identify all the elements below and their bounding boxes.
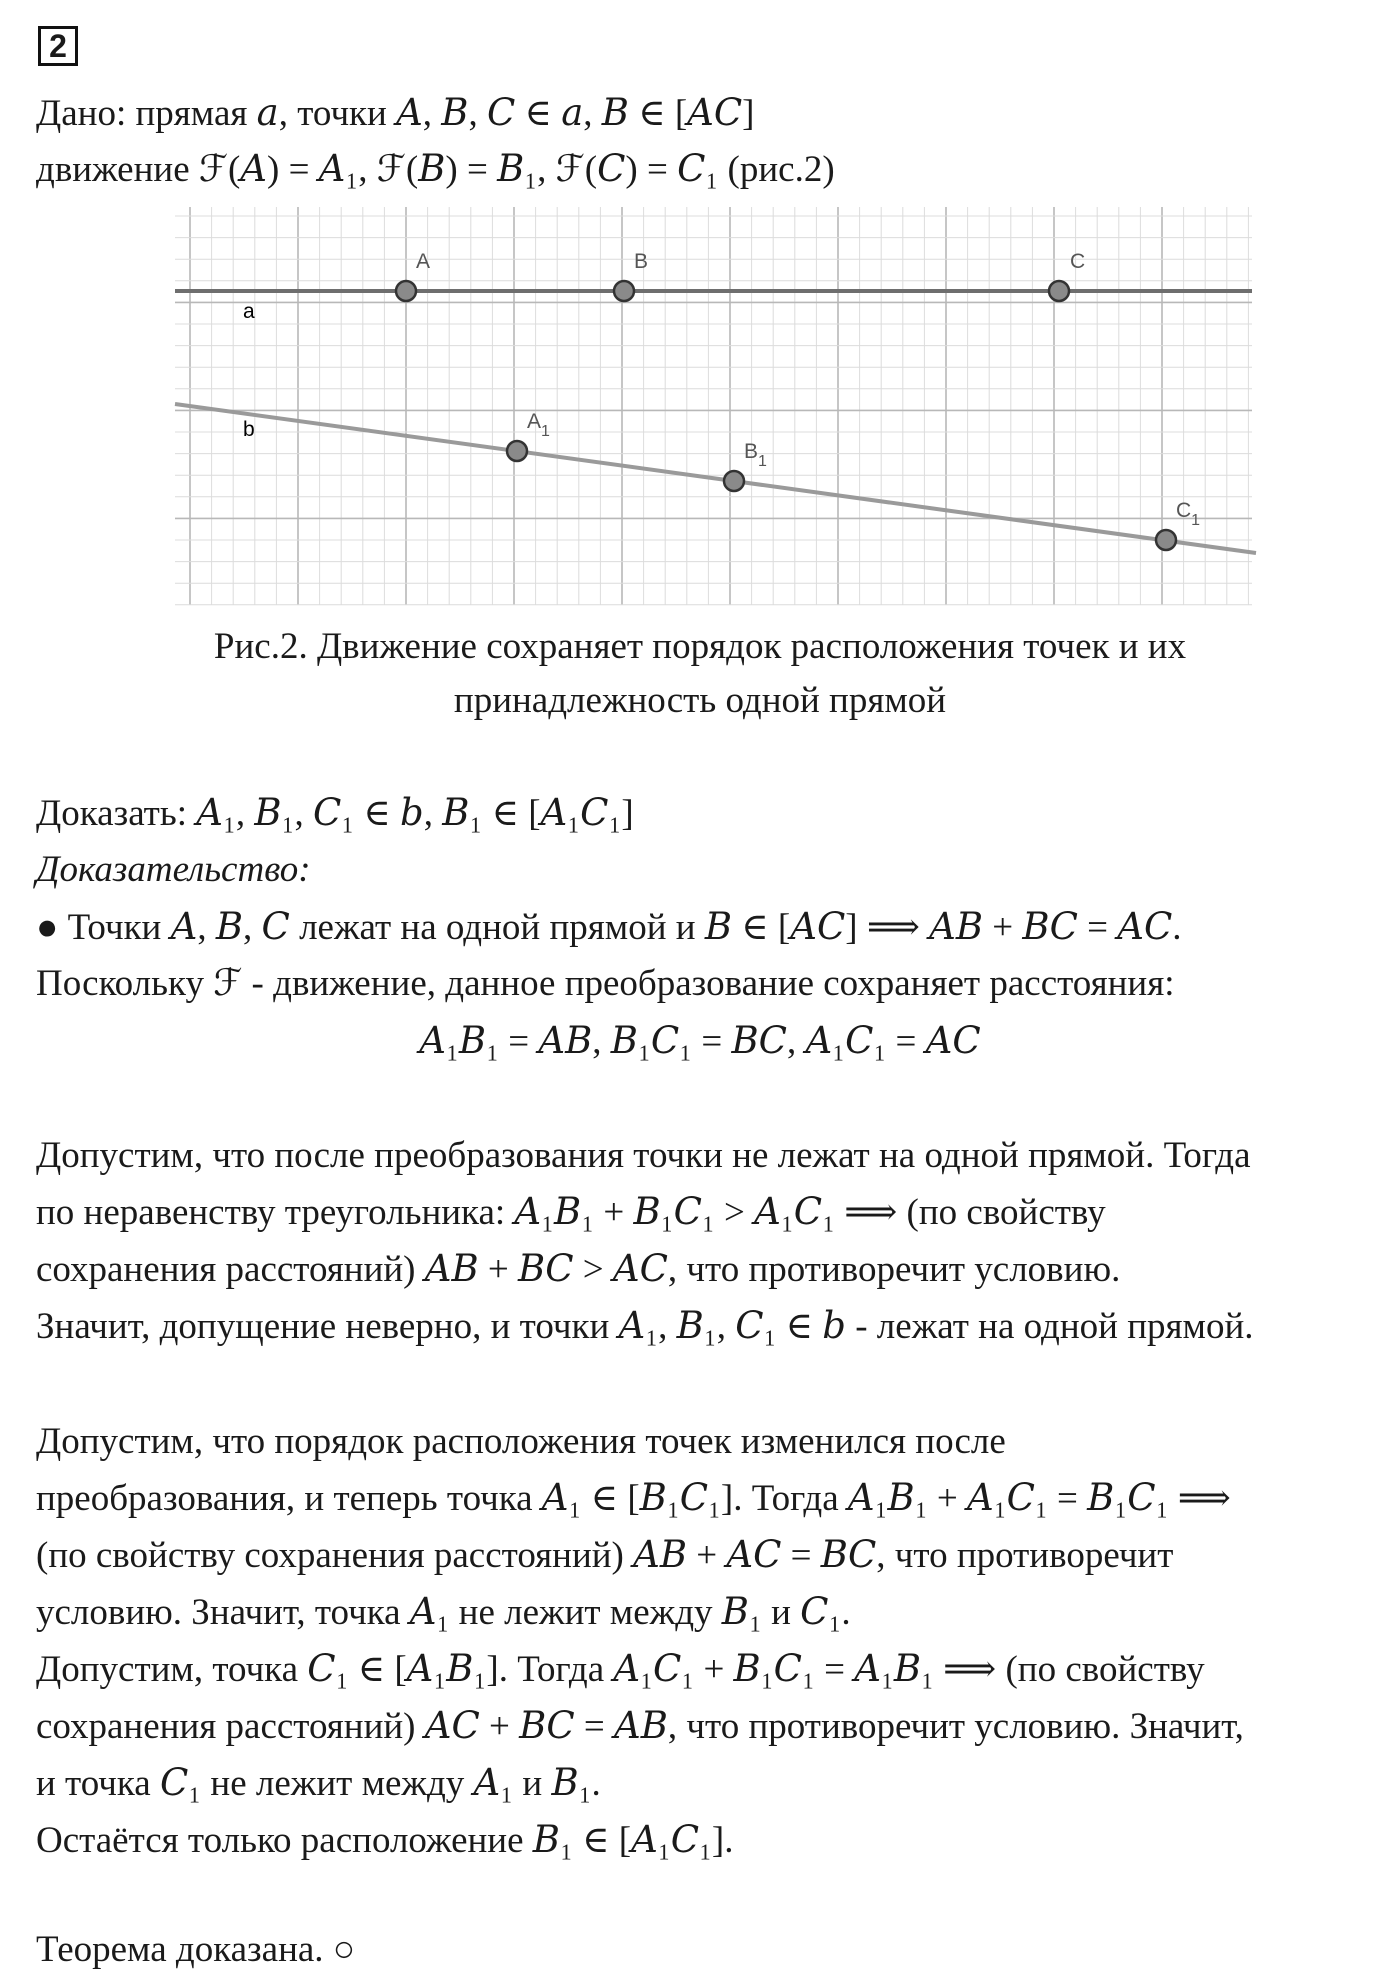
proof-line-12: Допустим, точка 𝐶₁ ∈ [𝐴₁𝐵₁]. Тогда 𝐴₁𝐶₁ + 𝐵₁𝐶₁ = 𝐴₁𝐵₁ ⟹ (по свойству (36, 1649, 1205, 1690)
given-line-2: движение ℱ(𝐴) = 𝐴₁, ℱ(𝐵) = 𝐵₁, ℱ(𝐶) = 𝐶₁ (рис.2) (36, 149, 835, 190)
figure-caption-line-1: Рис.2. Движение сохраняет порядок расположения точек и их (213, 626, 1187, 667)
line-b (175, 404, 1256, 553)
proof-heading: Доказательство: (36, 849, 311, 890)
point-c1 (1156, 530, 1176, 550)
point-label-a: A (416, 250, 431, 273)
proof-line-14: и точка 𝐶₁ не лежит между 𝐴₁ и 𝐵₁. (36, 1763, 601, 1804)
given-line-1: Дано: прямая 𝑎, точки 𝐴, 𝐵, 𝐶 ∈ 𝑎, 𝐵 ∈ [𝐴𝐶] (36, 93, 755, 134)
proof-line-5: по неравенству треугольника: 𝐴₁𝐵₁ + 𝐵₁𝐶₁ > 𝐴₁𝐶₁ ⟹ (по свойству (36, 1192, 1106, 1233)
task-number-box: 2 (38, 26, 78, 66)
figure-2 (0, 195, 1400, 615)
point-a (396, 281, 416, 301)
proof-line-4: Допустим, что после преобразования точки не лежат на одной прямой. Тогда (36, 1135, 1251, 1176)
prove-line: Доказать: 𝐴₁, 𝐵₁, 𝐶₁ ∈ 𝑏, 𝐵₁ ∈ [𝐴₁𝐶₁] (36, 793, 634, 834)
point-label-c: C (1070, 250, 1086, 273)
proof-line-8: Допустим, что порядок расположения точек изменился после (36, 1421, 1006, 1462)
proof-line-11: условию. Значит, точка 𝐴₁ не лежит между 𝐵₁ и 𝐶₁. (36, 1592, 851, 1633)
point-label-a1: $A_1$ (527, 410, 550, 440)
proof-line-6: сохранения расстояний) 𝐴𝐵 + 𝐵𝐶 > 𝐴𝐶, что противоречит условию. (36, 1249, 1121, 1290)
point-b1 (724, 471, 744, 491)
point-c (1049, 281, 1069, 301)
figure-grid (175, 207, 1252, 605)
proof-line-7: Значит, допущение неверно, и точки 𝐴₁, 𝐵₁, 𝐶₁ ∈ 𝑏 - лежат на одной прямой. (36, 1306, 1254, 1347)
proof-line-15: Остаётся только расположение 𝐵₁ ∈ [𝐴₁𝐶₁]. (36, 1820, 734, 1861)
point-label-c1: $C_1$ (1176, 499, 1201, 529)
proof-line-2: Поскольку ℱ - движение, данное преобразование сохраняет расстояния: (36, 963, 1175, 1004)
proof-line-13: сохранения расстояний) 𝐴𝐶 + 𝐵𝐶 = 𝐴𝐵, что противоречит условию. Значит, (36, 1706, 1244, 1747)
proof-line-9: преобразования, и теперь точка 𝐴₁ ∈ [𝐵₁𝐶₁]. Тогда 𝐴₁𝐵₁ + 𝐴₁𝐶₁ = 𝐵₁𝐶₁ ⟹ (36, 1478, 1231, 1519)
point-b (614, 281, 634, 301)
line-b-label: b (243, 418, 255, 441)
figure-caption-line-2: принадлежность одной прямой (453, 680, 947, 721)
point-label-b: B (634, 250, 649, 273)
proof-line-10: (по свойству сохранения расстояний) 𝐴𝐵 + 𝐴𝐶 = 𝐵𝐶, что противоречит (36, 1535, 1174, 1576)
proof-line-1: ● Точки 𝐴, 𝐵, 𝐶 лежат на одной прямой и 𝐵 ∈ [𝐴𝐶] ⟹ 𝐴𝐵 + 𝐵𝐶 = 𝐴𝐶. (36, 907, 1182, 948)
proof-line-3: 𝐴₁𝐵₁ = 𝐴𝐵, 𝐵₁𝐶₁ = 𝐵𝐶, 𝐴₁𝐶₁ = 𝐴𝐶 (419, 1021, 981, 1062)
line-a-label: a (243, 300, 255, 323)
point-a1 (507, 441, 527, 461)
figure-points (396, 250, 1200, 550)
proof-line-16: Теорема доказана. ○ (36, 1929, 356, 1970)
point-label-b1: $B_1$ (744, 440, 767, 470)
